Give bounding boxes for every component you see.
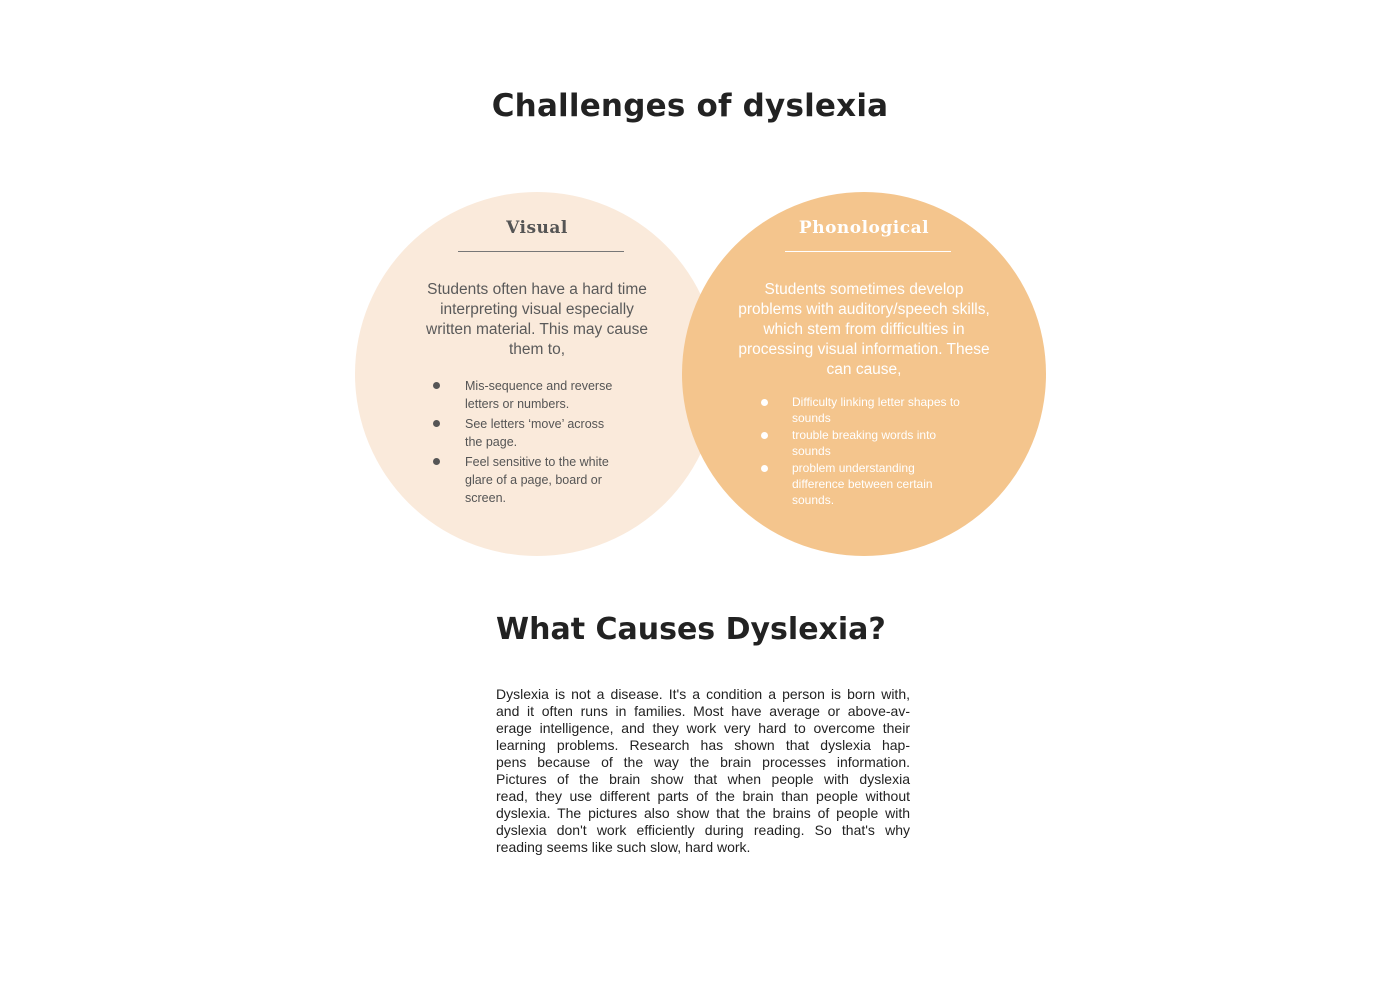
phonological-bullet-text: difference between certain (792, 476, 933, 491)
phonological-intro-line: problems with auditory/speech skills, (738, 301, 990, 318)
phonological-bullet-item (792, 461, 982, 508)
phonological-heading: Phonological (798, 218, 930, 238)
body-text-line: learning problems. Research has shown that dyslexia hap- (496, 737, 910, 753)
visual-intro-line: interpreting visual especially (440, 301, 634, 318)
phonological-bullet-text: sounds. (792, 492, 835, 507)
body-text-line: reading seems like such slow, hard work. (496, 839, 751, 855)
visual-bullet-item (465, 415, 635, 451)
body-text-line: pens because of the way the brain processes information. (496, 754, 910, 770)
phonological-bullet-text: trouble breaking words into (792, 428, 937, 443)
visual-bullet-text: glare of a page, board or (465, 473, 602, 487)
visual-bullet-text: screen. (465, 491, 506, 505)
phonological-intro-line: processing visual information. These (738, 341, 990, 358)
phonological-bullet-text: problem understanding (792, 461, 915, 476)
bullet-dot-icon (761, 465, 768, 472)
section-body-text (496, 686, 910, 856)
phonological-bullet-text: sounds (792, 443, 831, 458)
phonological-heading-divider (785, 251, 951, 252)
visual-bullet-text: See letters ‘move’ across (465, 417, 605, 431)
phonological-bullet-item (792, 428, 982, 459)
visual-bullet-list (465, 377, 635, 509)
visual-bullet-text: Mis-sequence and reverse (465, 379, 613, 393)
phonological-bullet-text: Difficulty linking letter shapes to (792, 395, 960, 409)
phonological-circle (682, 192, 1046, 556)
visual-circle (355, 192, 719, 556)
body-text-line: Pictures of the brain show that when people with dyslexia (496, 771, 910, 787)
phonological-intro-line: which stem from difficulties in (763, 321, 965, 338)
page-title: Challenges of dyslexia (491, 88, 889, 124)
bullet-dot-icon (761, 432, 768, 439)
body-text-line: Dyslexia is not a disease. It's a condition a person is born with, (496, 686, 910, 702)
visual-bullet-text: letters or numbers. (465, 397, 570, 411)
bullet-dot-icon (433, 458, 440, 465)
visual-intro-line: Students often have a hard time (427, 281, 647, 298)
body-text-line: dyslexia don't work efficiently during reading. So that's why (496, 822, 910, 838)
bullet-dot-icon (761, 399, 768, 406)
visual-intro (355, 280, 719, 360)
visual-heading: Visual (506, 218, 568, 238)
visual-intro-line: them to, (509, 341, 565, 358)
bullet-dot-icon (433, 420, 440, 427)
body-text-line: read, they use different parts of the brain than people without (496, 788, 910, 804)
body-text-line: erage intelligence, and they work very hard to overcome their (496, 720, 910, 736)
visual-bullet-item (465, 453, 635, 507)
visual-heading-divider (458, 251, 624, 252)
phonological-bullet-item (792, 395, 982, 426)
visual-bullet-item (465, 377, 635, 413)
phonological-intro-line: can cause, (826, 361, 902, 378)
phonological-intro-line: Students sometimes develop (764, 281, 964, 298)
body-text-line: and it often runs in families. Most have average or above-av- (496, 703, 910, 719)
visual-intro-line: written material. This may cause (426, 321, 648, 338)
bullet-dot-icon (433, 382, 440, 389)
phonological-bullet-list (792, 395, 982, 510)
visual-bullet-text: Feel sensitive to the white (465, 455, 609, 469)
section-title: What Causes Dyslexia? (496, 612, 886, 647)
body-text-line: dyslexia. The pictures also show that the brains of people with (496, 805, 910, 821)
visual-bullet-text: the page. (465, 435, 518, 449)
phonological-bullet-text: sounds (792, 410, 831, 425)
phonological-intro (682, 280, 1046, 380)
